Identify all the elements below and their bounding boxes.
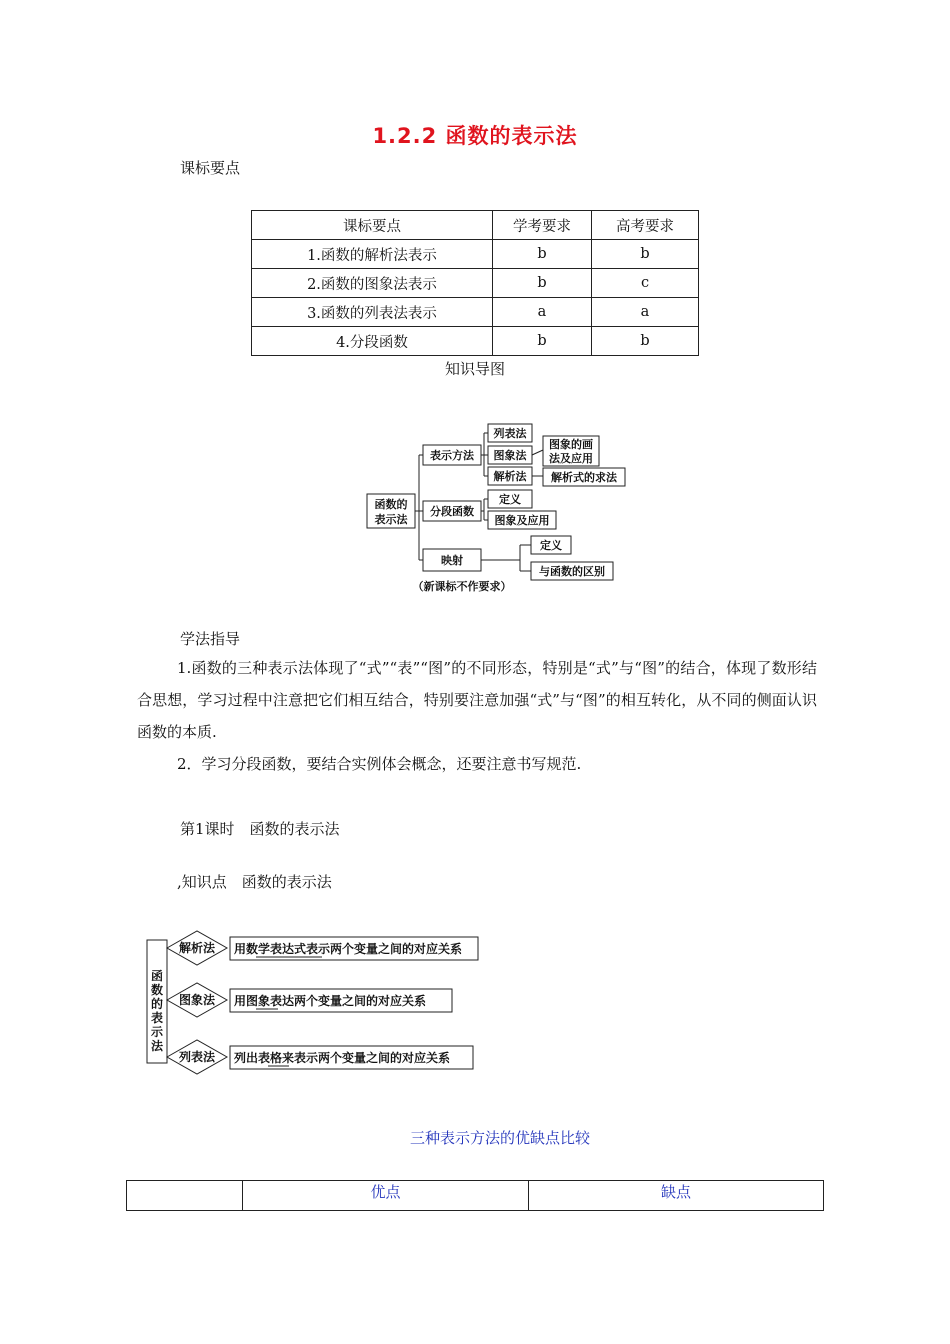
methods-desc-label: 用数学表达式表示两个变量之间的对应关系 bbox=[234, 942, 463, 956]
table-cell: 4.分段函数 bbox=[252, 327, 493, 356]
km-piecewise-label: 分段函数 bbox=[430, 505, 474, 518]
table-header-cell bbox=[127, 1181, 243, 1211]
km-graph-usage-line2: 法及应用 bbox=[549, 452, 593, 465]
table-row bbox=[252, 240, 699, 269]
knowledge-map-diagram bbox=[360, 418, 640, 598]
table-cell: a bbox=[493, 298, 592, 327]
knowledge-map-heading: 知识导图 bbox=[444, 360, 505, 378]
table-header-cell: 缺点 bbox=[529, 1181, 824, 1211]
km-graph-label: 图象法 bbox=[493, 449, 527, 462]
table-row bbox=[252, 327, 699, 356]
km-root-line1: 函数的 bbox=[374, 498, 408, 511]
table-cell: b bbox=[592, 240, 699, 269]
table-header-cell: 学考要求 bbox=[493, 211, 592, 240]
km-analytic-label: 解析法 bbox=[493, 470, 527, 483]
methods-desc-label: 用图象表达两个变量之间的对应关系 bbox=[234, 994, 427, 1008]
table-row bbox=[252, 269, 699, 298]
km-root-line2: 表示法 bbox=[374, 513, 408, 526]
km-mapping-definition-label: 定义 bbox=[540, 539, 562, 552]
table-cell: c bbox=[592, 269, 699, 298]
methods-name-label: 图象法 bbox=[178, 993, 216, 1007]
km-mapping-label: 映射 bbox=[441, 554, 463, 567]
methods-root-char: 法 bbox=[150, 1039, 164, 1053]
comparison-table bbox=[126, 1180, 824, 1211]
study-guide-paragraph: 2．学习分段函数，要结合实例体会概念，还要注意书写规范. bbox=[177, 755, 582, 773]
km-mapping-diff-label: 与函数的区别 bbox=[539, 565, 605, 578]
knowledge-point-heading: ,知识点 函数的表示法 bbox=[177, 873, 332, 891]
table-header-row bbox=[252, 211, 699, 240]
lesson-title: 第1课时 函数的表示法 bbox=[180, 820, 340, 838]
table-row bbox=[252, 298, 699, 327]
study-guide-paragraph: 1.函数的三种表示法体现了“式”“表”“图”的不同形态，特别是“式”与“图”的结合，体现了数形结合思想，学习过程中注意把它们相互结合，特别要注意加强“式”与“图”的相互转化，从不同的侧面认识函数的本质. bbox=[137, 659, 817, 741]
requirements-table bbox=[251, 210, 699, 356]
table-cell: 3.函数的列表法表示 bbox=[252, 298, 493, 327]
km-graph-use-label: 图象及应用 bbox=[494, 514, 550, 527]
methods-diagram bbox=[140, 925, 485, 1075]
study-guide-text bbox=[137, 652, 817, 780]
table-cell: b bbox=[493, 269, 592, 298]
km-note: （新课标不作要求） bbox=[412, 580, 512, 593]
methods-root-char: 函 bbox=[150, 969, 164, 983]
table-cell: b bbox=[493, 327, 592, 356]
table-cell: b bbox=[493, 240, 592, 269]
km-analytic-solve-label: 解析式的求法 bbox=[551, 471, 617, 484]
methods-desc-label: 列出表格来表示两个变量之间的对应关系 bbox=[234, 1051, 451, 1065]
comparison-heading: 三种表示方法的优缺点比较 bbox=[409, 1129, 590, 1147]
methods-root-char: 数 bbox=[150, 983, 164, 997]
table-cell: 2.函数的图象法表示 bbox=[252, 269, 493, 298]
km-list-label: 列表法 bbox=[493, 427, 527, 440]
methods-root-char: 示 bbox=[150, 1025, 164, 1039]
study-guide-heading: 学法指导 bbox=[180, 630, 241, 648]
section-standards-heading: 课标要点 bbox=[180, 159, 241, 177]
methods-root-char: 的 bbox=[150, 997, 164, 1011]
table-header-cell: 高考要求 bbox=[592, 211, 699, 240]
methods-name-label: 列表法 bbox=[178, 1050, 216, 1064]
km-method-label: 表示方法 bbox=[430, 449, 474, 462]
table-cell: a bbox=[592, 298, 699, 327]
table-cell: b bbox=[592, 327, 699, 356]
km-definition-label: 定义 bbox=[499, 493, 521, 506]
methods-root-char: 表 bbox=[150, 1011, 164, 1025]
km-graph-usage-line1: 图象的画 bbox=[549, 438, 593, 451]
table-cell: 1.函数的解析法表示 bbox=[252, 240, 493, 269]
methods-name-label: 解析法 bbox=[178, 941, 216, 955]
table-header-cell: 优点 bbox=[243, 1181, 529, 1211]
table-header-cell: 课标要点 bbox=[252, 211, 493, 240]
page-title: 1.2.2 函数的表示法 bbox=[372, 124, 578, 148]
table-header-row bbox=[127, 1181, 824, 1211]
